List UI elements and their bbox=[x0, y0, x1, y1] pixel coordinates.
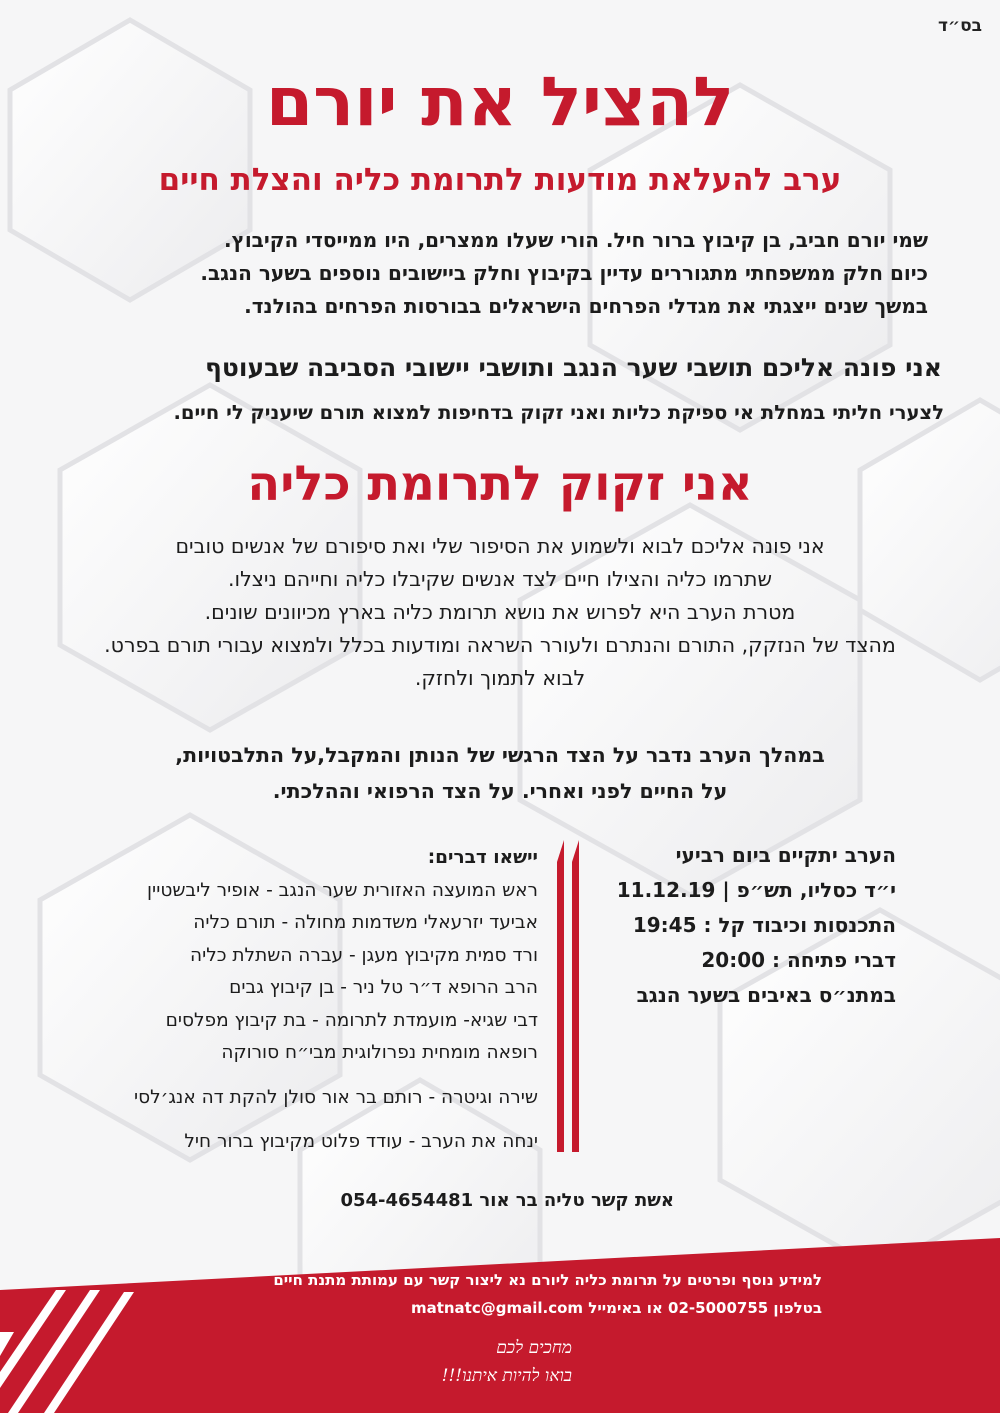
event-gathering-time: התכנסות וכיבוד קל : 19:45 bbox=[632, 913, 896, 937]
contact-person: אשת קשר טליה בר אור 054-4654481 bbox=[340, 1190, 674, 1211]
speaker-item: דבי שגיא- מועמדת לתרומה - בת קיבוץ מפלסים bbox=[165, 1009, 538, 1031]
event-opening-time: דברי פתיחה : 20:00 bbox=[701, 948, 896, 972]
footer-info-line: למידע נוסף ופרטים על תרומת כליה ליורם נא ליצור קשר עם עמותת מתנת חיים bbox=[273, 1271, 822, 1289]
footer-info bbox=[122, 1266, 822, 1322]
speaker-item: רופאה מומחית נפרולוגית מבי״ח סורוקה bbox=[221, 1042, 538, 1063]
page-title: להציל את יורם bbox=[265, 63, 735, 142]
evening-description bbox=[80, 737, 920, 809]
intro-paragraph bbox=[48, 224, 928, 323]
speaker-item: ורד סמית מקיבוץ מעגן - עברה השתלת כליה bbox=[190, 944, 538, 966]
intro-line: במשך שנים ייצגתי את מגדלי הפרחים הישראלים בבורסות הפרחים בהולנד. bbox=[244, 294, 928, 318]
body-line: מטרת הערב היא לפרוש את נושא תרומת כליה בארץ מכיוונים שונים. bbox=[204, 600, 796, 624]
host-item: ינחה את הערב - עודד פלוט מקיבוץ ברור חיל bbox=[184, 1131, 538, 1152]
event-date: י״ד כסליו, תש״פ | 11.12.19 bbox=[616, 878, 896, 902]
speaker-item: אביעד יזרעאלי משדמות מחולה - תורם כליה bbox=[193, 912, 538, 933]
bsd-header: בס״ד bbox=[938, 16, 982, 36]
footer-signature bbox=[332, 1334, 572, 1390]
footer-contact-line: בטלפון 02-5000755 או באימייל matnatc@gmail.com bbox=[410, 1299, 822, 1317]
event-location: במתנ״ס באיבים בשער הנגב bbox=[636, 983, 896, 1007]
address-line: אני פונה אליכם תושבי שער הנגב ותושבי יישובי הסביבה שבעוטף bbox=[205, 353, 942, 382]
body-line: לבוא לתמוך ולחזק. bbox=[414, 666, 586, 690]
speaker-item: הרב הרופא ד״ר טל ניר - בן קיבוץ גבים bbox=[229, 977, 538, 998]
music-item: שירה וגיטרה - רותם בר אור סולן להקת דה אנג׳לסי bbox=[133, 1086, 538, 1108]
event-details bbox=[596, 838, 896, 1013]
body-line: מהצד של הנזקק, התורם והנתרם ולעורר השראה ומודעות בכלל ולמצוא עבורי תורם בפרט. bbox=[104, 633, 896, 657]
body-paragraph bbox=[0, 530, 1000, 695]
signature-line: מחכים לכם bbox=[496, 1338, 572, 1358]
page-subtitle: ערב להעלאת מודעות לתרומת כליה והצלת חיים bbox=[158, 162, 842, 198]
body-line: אני פונה אליכם לבוא ולשמוע את הסיפור שלי ואת סיפורם של אנשים טובים bbox=[175, 534, 825, 558]
speakers-list bbox=[58, 842, 538, 1159]
intro-line: כיום חלק ממשפחתי מתגוררים עדיין בקיבוץ וחלק ביישובים נוספים בשער הנגב. bbox=[200, 261, 928, 285]
speaker-item: ראש המועצה האזורית שער הנגב - אופיר ליבשטיין bbox=[147, 879, 538, 901]
evening-line: במהלך הערב נדבר על הצד הרגשי של הנותן והמקבל,על התלבטויות, bbox=[175, 743, 825, 767]
evening-line: על החיים לפני ואחרי. על הצד הרפואי וההלכתי. bbox=[272, 779, 728, 803]
event-day: הערב יתקיים ביום רביעי bbox=[675, 843, 896, 867]
body-line: שתרמו כליה והצילו חיים לצד אנשים שקיבלו כליה וחייהם ניצלו. bbox=[227, 567, 772, 591]
plea-line: לצערי חליתי במחלת אי ספיקת כליות ואני זקוק בדחיפות למצוא תורם שיעניק לי חיים. bbox=[173, 401, 944, 424]
intro-line: שמי יורם חביב, בן קיבוץ ברור חיל. הורי שעלו ממצרים, היו ממייסדי הקיבוץ. bbox=[224, 228, 928, 252]
speakers-heading: יישאו דברים: bbox=[427, 847, 538, 868]
need-heading: אני זקוק לתרומת כליה bbox=[247, 456, 753, 512]
signature-line: בואו להיות איתנו!!! bbox=[441, 1366, 572, 1386]
